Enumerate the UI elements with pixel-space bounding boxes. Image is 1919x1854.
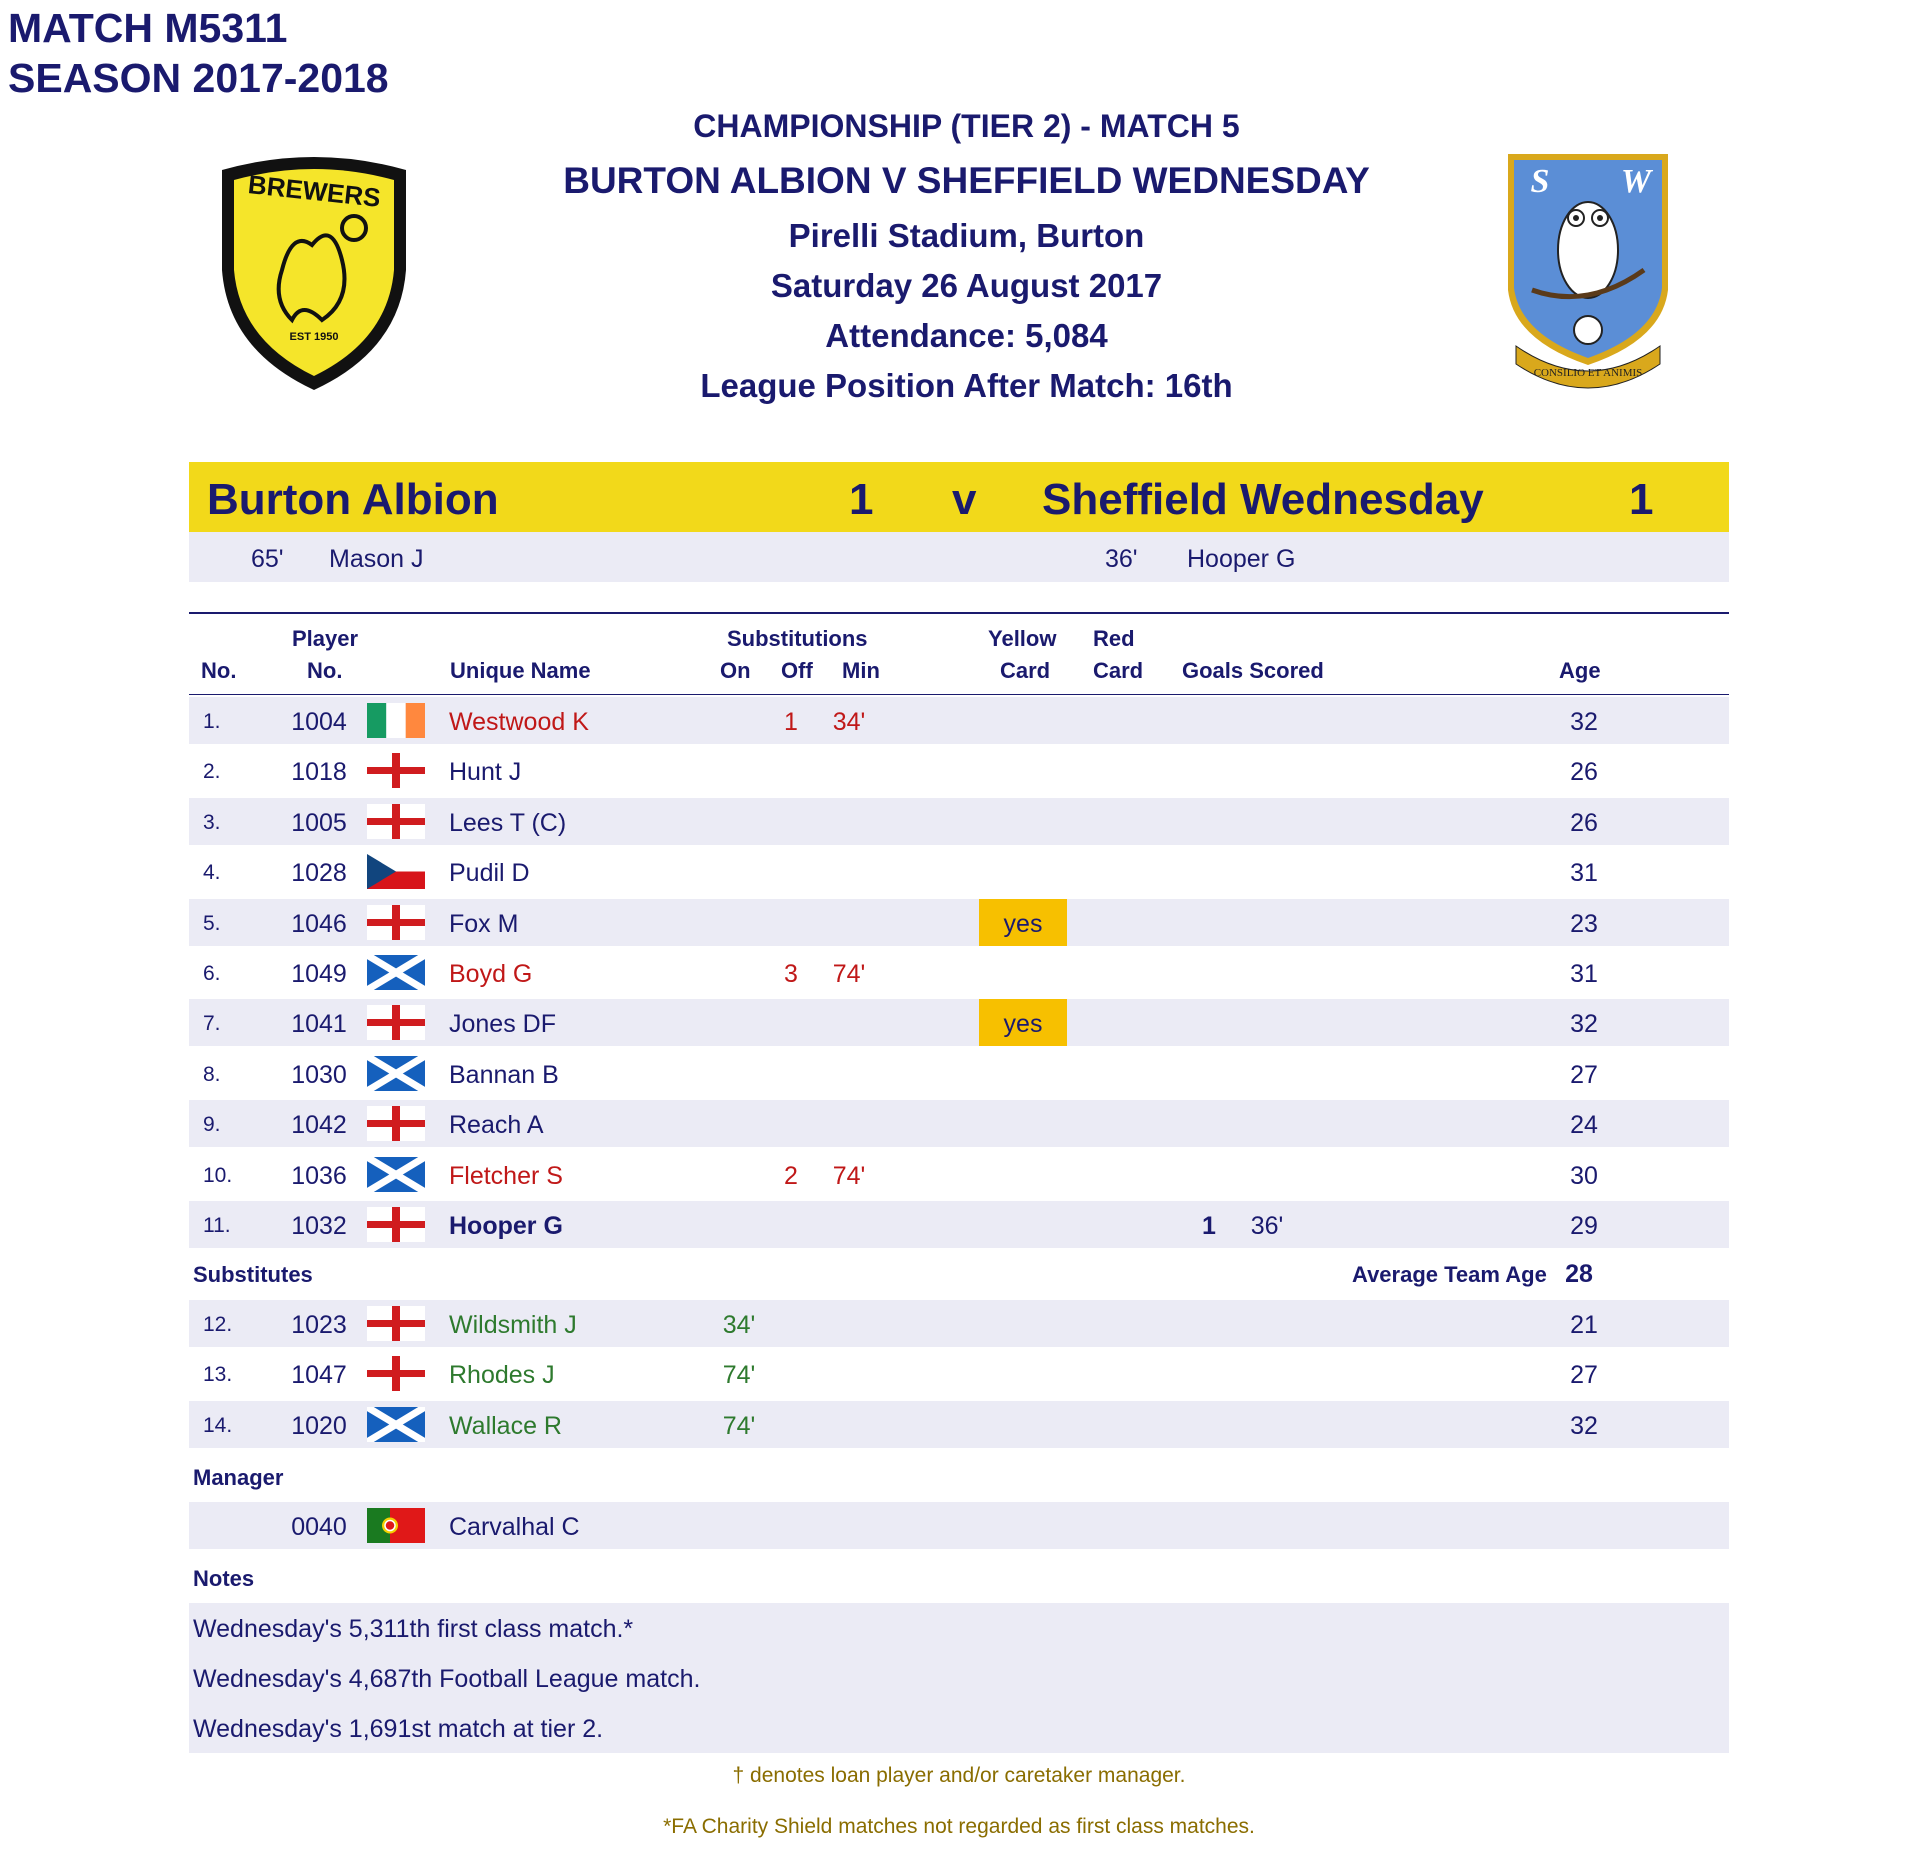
col-red-bottom: Card [1093, 658, 1144, 683]
goal-minute [1237, 1151, 1297, 1198]
player-age: 23 [1570, 909, 1598, 938]
note-item [189, 1703, 1729, 1753]
table-row [189, 798, 1729, 845]
goal-minute: 36' [1250, 1212, 1284, 1240]
goals-scored [1194, 798, 1224, 845]
table-row [189, 1350, 1729, 1397]
goals-scored [1194, 1151, 1224, 1198]
player-age: 24 [1570, 1111, 1598, 1140]
col-substitutions: Substitutions [727, 626, 868, 651]
score-bar [189, 462, 1729, 532]
home-scorer-minute: 65' [251, 545, 284, 573]
divider [189, 612, 1729, 614]
sub-on: 74' [722, 1411, 756, 1440]
table-row [189, 848, 1729, 895]
player-number: 1036 [291, 1161, 347, 1190]
home-team-name: Burton Albion [207, 475, 499, 524]
ireland-flag-icon [367, 703, 425, 738]
player-number: 1004 [291, 708, 347, 736]
sub-off: 3 [784, 960, 798, 988]
row-number: 10. [203, 1163, 233, 1187]
england-flag-icon [367, 1356, 425, 1391]
note-text: Wednesday's 4,687th Football League match. [193, 1665, 701, 1693]
player-age: 26 [1570, 758, 1598, 787]
charity-shield-footnote: *FA Charity Shield matches not regarded as first class matches. [663, 1815, 1255, 1838]
sub-minute [809, 1201, 889, 1248]
brewers-text: BREWERS [246, 169, 382, 213]
col-player-no: No. [307, 658, 343, 683]
player-name: Rhodes J [449, 1361, 555, 1390]
sub-minute [809, 1100, 889, 1147]
note-text: Wednesday's 5,311th first class match.* [193, 1615, 634, 1643]
player-number: 1030 [291, 1060, 347, 1089]
goal-minute [1237, 697, 1297, 744]
table-row [189, 899, 1729, 946]
player-name: Jones DF [449, 1010, 556, 1039]
table-row [189, 1100, 1729, 1147]
player-name: Westwood K [449, 708, 589, 736]
sub-off: 1 [784, 708, 798, 736]
goals-scored: 1 [1202, 1212, 1216, 1240]
manager-label: Manager [193, 1465, 284, 1490]
player-number: 1047 [291, 1361, 347, 1390]
table-row [189, 949, 1729, 996]
table-row [189, 1151, 1729, 1198]
player-age: 27 [1570, 1060, 1598, 1089]
yellow-card [979, 1201, 1067, 1248]
goals-scored [1194, 1100, 1224, 1147]
est-text: EST 1950 [289, 331, 339, 343]
player-age: 21 [1570, 1311, 1598, 1339]
sub-on: 74' [722, 1361, 756, 1390]
col-age: Age [1559, 658, 1601, 683]
versus-label: v [952, 475, 977, 524]
player-number: 1041 [291, 1010, 347, 1039]
portugal-flag-icon [367, 1508, 425, 1543]
player-name: Lees T (C) [449, 808, 567, 837]
loan-footnote: † denotes loan player and/or caretaker manager. [732, 1764, 1186, 1787]
player-name: Pudil D [449, 859, 530, 888]
player-number: 1032 [291, 1212, 347, 1240]
scotland-flag-icon [367, 955, 425, 990]
player-age: 32 [1570, 708, 1598, 736]
yellow-card: yes [979, 999, 1067, 1046]
average-age-label: Average Team Age [1352, 1262, 1547, 1287]
england-flag-icon [367, 905, 425, 940]
scotland-flag-icon [367, 1407, 425, 1442]
col-on: On [720, 658, 751, 683]
player-name: Wallace R [449, 1411, 562, 1440]
yellow-card [979, 1050, 1067, 1097]
sub-off: 2 [784, 1161, 798, 1190]
row-number: 6. [203, 962, 221, 985]
attendance: Attendance: 5,084 [825, 317, 1108, 354]
crest-letter-w: W [1620, 163, 1652, 200]
note-item [189, 1603, 1729, 1653]
col-red-top: Red [1093, 626, 1135, 651]
player-name: Boyd G [449, 960, 533, 988]
goal-minute [1237, 1050, 1297, 1097]
col-no: No. [201, 658, 237, 683]
manager-row [189, 1502, 1729, 1549]
row-number: 3. [203, 810, 221, 834]
table-row [189, 747, 1729, 794]
england-flag-icon [367, 1106, 425, 1141]
match-date: Saturday 26 August 2017 [770, 267, 1163, 304]
notes-label: Notes [193, 1566, 255, 1591]
england-flag-icon [367, 804, 425, 839]
england-flag-icon [367, 1005, 425, 1040]
player-number: 1028 [291, 859, 347, 888]
goal-minute [1237, 949, 1297, 996]
away-team-name: Sheffield Wednesday [1042, 475, 1484, 524]
note-text: Wednesday's 1,691st match at tier 2. [193, 1715, 604, 1743]
player-age: 32 [1570, 1010, 1598, 1039]
player-number: 1046 [291, 909, 347, 938]
england-flag-icon [367, 1207, 425, 1242]
burton-albion-crest-icon [212, 150, 416, 394]
table-row [189, 1300, 1729, 1347]
sub-on: 34' [722, 1311, 756, 1339]
row-number: 2. [203, 760, 221, 784]
col-player-top: Player [292, 626, 359, 651]
sheffield-wednesday-owl-crest-icon [1502, 150, 1674, 402]
player-name: Fox M [449, 909, 519, 938]
scotland-flag-icon [367, 1157, 425, 1192]
player-number: 1005 [291, 808, 347, 837]
goal-minute [1237, 747, 1297, 794]
player-number: 1049 [291, 960, 347, 988]
away-goals: 1 [1629, 475, 1654, 524]
substitutes-label: Substitutes [193, 1262, 313, 1287]
row-number: 5. [203, 911, 221, 935]
fixture-title: BURTON ALBION V SHEFFIELD WEDNESDAY [563, 160, 1370, 201]
player-age: 26 [1570, 808, 1598, 837]
row-number: 14. [203, 1413, 233, 1437]
player-number: 1020 [291, 1411, 347, 1440]
table-row [189, 1050, 1729, 1097]
row-number: 12. [203, 1313, 233, 1336]
player-age: 32 [1570, 1411, 1598, 1440]
yellow-card [979, 848, 1067, 895]
goals-scored [1194, 1050, 1224, 1097]
sub-minute [809, 848, 889, 895]
manager-player-no: 0040 [291, 1513, 347, 1541]
goals-scored [1194, 999, 1224, 1046]
row-number: 8. [203, 1062, 221, 1086]
player-name: Hunt J [449, 758, 522, 787]
league-position: League Position After Match: 16th [700, 367, 1233, 404]
header-divider [189, 694, 1729, 695]
sub-minute [809, 798, 889, 845]
col-unique-name: Unique Name [450, 658, 591, 683]
goals-scored [1194, 747, 1224, 794]
away-scorer-minute: 36' [1105, 545, 1138, 573]
goals-scored [1194, 697, 1224, 744]
table-row [189, 697, 1729, 744]
sub-minute: 74' [832, 960, 866, 988]
col-yellow-top: Yellow [988, 626, 1057, 651]
scotland-flag-icon [367, 1056, 425, 1091]
player-name: Hooper G [449, 1212, 563, 1240]
yellow-card [979, 798, 1067, 845]
sub-minute [809, 999, 889, 1046]
sub-minute [809, 747, 889, 794]
yellow-card [979, 697, 1067, 744]
season-title: SEASON 2017-2018 [8, 55, 389, 101]
england-flag-icon [367, 753, 425, 788]
crest-letter-s: S [1530, 163, 1550, 200]
yellow-card: yes [979, 899, 1067, 946]
england-flag-icon [367, 1306, 425, 1341]
player-name: Bannan B [449, 1060, 559, 1089]
goal-minute [1237, 899, 1297, 946]
yellow-card [979, 1151, 1067, 1198]
sub-minute: 74' [832, 1161, 866, 1190]
note-item [189, 1653, 1729, 1703]
player-age: 27 [1570, 1361, 1598, 1390]
player-name: Reach A [449, 1111, 544, 1140]
goals-scored [1194, 848, 1224, 895]
scorers-row [189, 532, 1729, 582]
col-yellow-bottom: Card [1000, 658, 1051, 683]
player-number: 1018 [291, 758, 347, 787]
manager-name: Carvalhal C [449, 1513, 580, 1541]
player-age: 31 [1570, 859, 1598, 888]
match-code: MATCH M5311 [8, 5, 288, 51]
sub-minute [809, 1050, 889, 1097]
table-row [189, 1401, 1729, 1448]
player-age: 31 [1570, 960, 1598, 988]
row-number: 4. [203, 861, 221, 885]
goals-scored [1194, 949, 1224, 996]
goals-scored [1194, 899, 1224, 946]
row-number: 11. [203, 1214, 231, 1237]
row-number: 9. [203, 1113, 221, 1137]
sub-minute: 34' [832, 708, 866, 736]
col-off: Off [781, 658, 813, 683]
average-age-value: 28 [1565, 1260, 1593, 1288]
venue: Pirelli Stadium, Burton [788, 217, 1145, 254]
player-number: 1023 [291, 1311, 347, 1339]
home-goals: 1 [849, 475, 874, 524]
away-scorer: Hooper G [1187, 545, 1296, 573]
yellow-card [979, 1100, 1067, 1147]
yellow-card [979, 949, 1067, 996]
yellow-card [979, 747, 1067, 794]
row-number: 13. [203, 1363, 233, 1387]
table-row [189, 1201, 1729, 1248]
row-number: 7. [203, 1012, 221, 1036]
col-min: Min [842, 658, 880, 683]
goal-minute [1237, 999, 1297, 1046]
player-age: 30 [1570, 1161, 1598, 1190]
home-scorer: Mason J [329, 545, 424, 573]
czech-flag-icon [367, 854, 425, 889]
goal-minute [1237, 798, 1297, 845]
col-goals-scored: Goals Scored [1182, 658, 1324, 683]
goal-minute [1237, 1100, 1297, 1147]
table-row [189, 999, 1729, 1046]
player-name: Fletcher S [449, 1161, 563, 1190]
goal-minute [1237, 848, 1297, 895]
player-number: 1042 [291, 1111, 347, 1140]
player-age: 29 [1570, 1212, 1598, 1240]
sub-minute [809, 899, 889, 946]
row-number: 1. [203, 710, 221, 733]
player-name: Wildsmith J [449, 1311, 577, 1339]
crest-motto: CONSILIO ET ANIMIS [1533, 367, 1643, 379]
competition-title: CHAMPIONSHIP (TIER 2) - MATCH 5 [693, 108, 1240, 144]
